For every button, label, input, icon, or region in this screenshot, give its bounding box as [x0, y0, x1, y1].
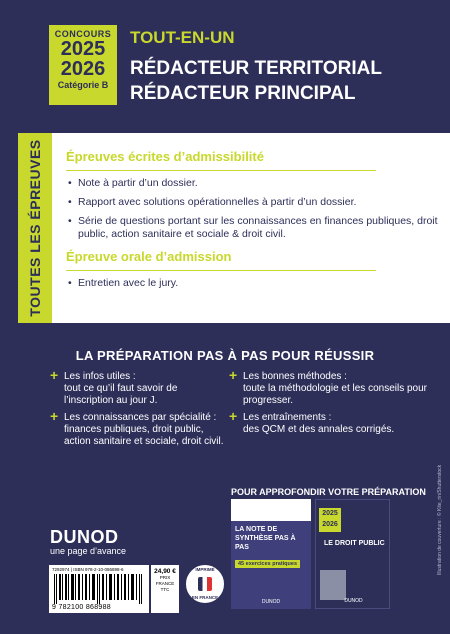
seal-top-text: IMPRIMÉ	[195, 567, 215, 572]
list-item	[229, 367, 429, 407]
book-publisher: DUNOD	[261, 599, 281, 605]
item-body: des QCM et des annales corrigés.	[243, 424, 395, 435]
price-info: PRIX FRANCE TTC	[155, 575, 175, 592]
item-head: Les entraînements :	[243, 412, 332, 423]
preparation-title: LA PRÉPARATION PAS À PAS POUR RÉUSSIR	[75, 348, 375, 363]
plus-icon: +	[50, 408, 59, 424]
book-year-badge: 2025 2026	[319, 508, 341, 532]
badge-year-1: 2025	[60, 38, 106, 60]
list-item: • Rapport avec solutions opérationnelles à partir d’un dossier.	[66, 196, 440, 209]
approfondir-title: POUR APPROFONDIR VOTRE PRÉPARATION	[231, 487, 426, 497]
list-item: • Série de questions portant sur les connaissances en finances publiques, droit public, action sanitaire et sociale & droit civil.	[66, 215, 440, 241]
plus-icon: +	[229, 408, 238, 424]
prep-column-left	[50, 367, 225, 453]
list-item	[229, 408, 429, 436]
book-publisher: DUNOD	[344, 598, 363, 604]
seal-bottom-text: EN FRANCE	[191, 595, 219, 600]
barcode	[49, 565, 149, 613]
sidebar-label: TOUTES LES ÉPREUVES	[27, 139, 43, 317]
plus-icon: +	[50, 367, 59, 383]
publisher-tagline: une page d’avance	[50, 546, 127, 556]
book-header	[231, 499, 311, 521]
plus-icon: +	[229, 367, 238, 383]
book-subtitle: 45 exercices pratiques	[235, 560, 300, 568]
divider	[66, 270, 376, 271]
list-item: • Entretien avec le jury.	[66, 277, 440, 290]
book-title: LA NOTE DE SYNTHÈSE PAS À PAS	[235, 526, 296, 551]
book-title: LE DROIT PUBLIC	[324, 540, 385, 547]
tout-en-un-title: TOUT-EN-UN	[130, 28, 235, 47]
isbn-text: 7292974 | ISBN 978-2-10-086898-6	[52, 567, 124, 572]
list-item	[50, 367, 225, 407]
divider	[66, 170, 376, 171]
barcode-number: 9 782100 868988	[52, 604, 111, 611]
printed-in-france-seal-icon	[184, 563, 226, 605]
barcode-bars	[52, 574, 146, 604]
item-head: Les bonnes méthodes :	[243, 371, 347, 382]
item-head: Les connaissances par spécialité :	[64, 412, 217, 423]
flag-icon	[198, 577, 212, 591]
written-exams-title: Épreuves écrites d’admissibilité	[66, 149, 264, 164]
publisher-logo: DUNOD	[50, 527, 119, 547]
badge-year-2: 2026	[60, 58, 106, 80]
price-box	[151, 565, 179, 613]
list-item	[50, 408, 225, 448]
book-cover-droit-public	[315, 499, 390, 609]
header-titles	[130, 28, 430, 106]
price: 24,90 €	[154, 568, 176, 575]
book-cover-note-synthese	[231, 499, 311, 609]
oral-exam-title: Épreuve orale d’admission	[66, 249, 232, 264]
prep-column-right	[229, 367, 429, 441]
main-title-line-1: RÉDACTEUR TERRITORIAL	[130, 58, 382, 79]
exams-box	[52, 133, 450, 323]
year-badge	[49, 25, 117, 105]
item-body: finances publiques, droit public, action sanitaire et sociale, droit civil.	[64, 424, 224, 447]
badge-label: CONCOURS	[54, 29, 112, 39]
item-body: tout ce qu’il faut savoir de l’inscription au jour J.	[64, 383, 178, 406]
item-head: Les infos utiles :	[64, 371, 136, 382]
badge-category: Catégorie B	[57, 80, 109, 90]
item-body: toute la méthodologie et les conseils pour progresser.	[243, 383, 428, 406]
list-item: • Note à partir d’un dossier.	[66, 177, 440, 190]
main-title-line-2: RÉDACTEUR PRINCIPAL	[130, 83, 356, 104]
book-photo	[320, 570, 346, 600]
cover-credit: Illustration de couverture : © Kite_rin/Shutterstock	[437, 464, 443, 575]
